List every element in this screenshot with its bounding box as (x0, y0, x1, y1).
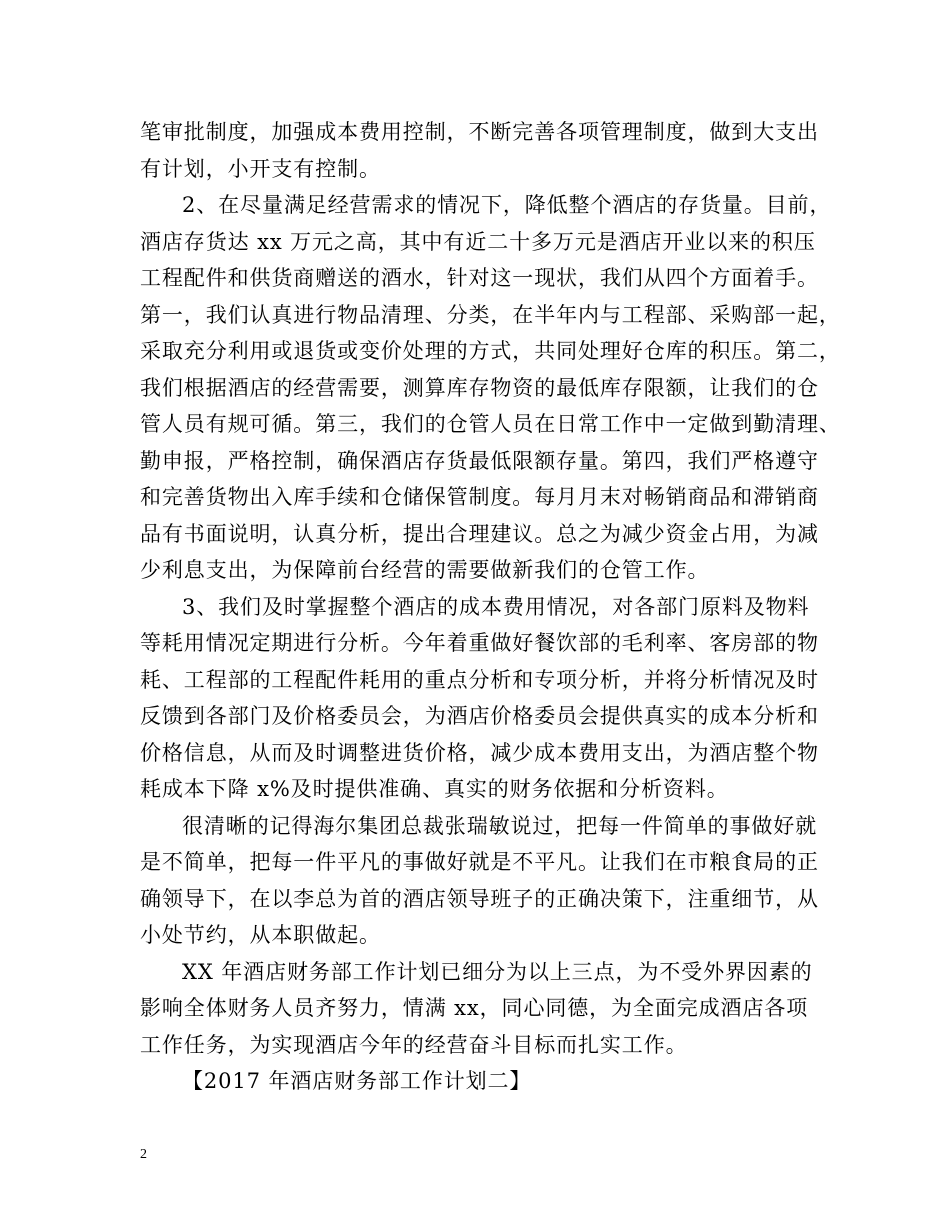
text-line: 等耗用情况定期进行分析。今年着重做好餐饮部的毛利率、客房部的物 (140, 631, 819, 655)
text-line: XX 年酒店财务部工作计划已细分为以上三点，为不受外界因素的 (182, 959, 813, 984)
text-line: 很清晰的记得海尔集团总裁张瑞敏说过，把每一件简单的事做好就 (182, 813, 818, 838)
text-line: 小处节约，从本职做起。 (140, 923, 381, 947)
text-line: 和完善货物出入库手续和仓储保管制度。每月月末对畅销商品和滞销商 (140, 485, 819, 509)
text-line: 确领导下，在以李总为首的酒店领导班子的正确决策下，注重细节，从 (140, 886, 819, 911)
text-line: 品有书面说明，认真分析，提出合理建议。总之为减少资金占用，为减 (140, 521, 819, 546)
text-line: 耗、工程部的工程配件耗用的重点分析和专项分析，并将分析情况及时 (140, 667, 819, 692)
text-line: 3、我们及时掌握整个酒店的成本费用情况，对各部门原料及物料 (182, 594, 810, 619)
text-line: 工作任务，为实现酒店今年的经营奋斗目标而扎实工作。 (140, 1032, 688, 1057)
text-line: 耗成本下降 x%及时提供准确、真实的财务依据和分析资料。 (140, 777, 729, 801)
text-line: 有计划，小开支有控制。 (140, 156, 381, 181)
text-line: 工程配件和供货商赠送的酒水，针对这一现状，我们从四个方面着手。 (140, 266, 819, 290)
text-line: 勤申报，严格控制，确保酒店存货最低限额存量。第四，我们严格遵守 (140, 448, 819, 473)
text-line: 笔审批制度，加强成本费用控制，不断完善各项管理制度，做到大支出 (140, 120, 819, 144)
text-line: 是不简单，把每一件平凡的事做好就是不平凡。让我们在市粮食局的正 (140, 850, 819, 874)
text-line: 影响全体财务人员齐努力，情满 xx，同心同德，为全面完成酒店各项 (140, 996, 809, 1020)
text-line: 2、在尽量满足经营需求的情况下，降低整个酒店的存货量。目前， (182, 193, 832, 217)
body-text (140, 114, 841, 1100)
text-line: 反馈到各部门及价格委员会，为酒店价格委员会提供真实的成本分析和 (140, 704, 819, 728)
text-line: 酒店存货达 xx 万元之高，其中有近二十多万元是酒店开业以来的积压 (140, 229, 816, 254)
text-line: 少利息支出，为保障前台经营的需要做新我们的仓管工作。 (140, 558, 710, 582)
text-line: 采取充分利用或退货或变价处理的方式，共同处理好仓库的积压。第二， (140, 339, 841, 363)
text-line: 【2017 年酒店财务部工作计划二】 (182, 1069, 532, 1093)
text-line: 第一，我们认真进行物品清理、分类，在半年内与工程部、采购部一起， (140, 302, 841, 327)
text-line: 我们根据酒店的经营需要，测算库存物资的最低库存限额，让我们的仓 (140, 375, 819, 400)
text-line: 价格信息，从而及时调整进货价格，减少成本费用支出，为酒店整个物 (140, 740, 819, 765)
text-line: 管人员有规可循。第三，我们的仓管人员在日常工作中一定做到勤清理、 (140, 412, 841, 436)
page-number: 2 (140, 1147, 147, 1162)
